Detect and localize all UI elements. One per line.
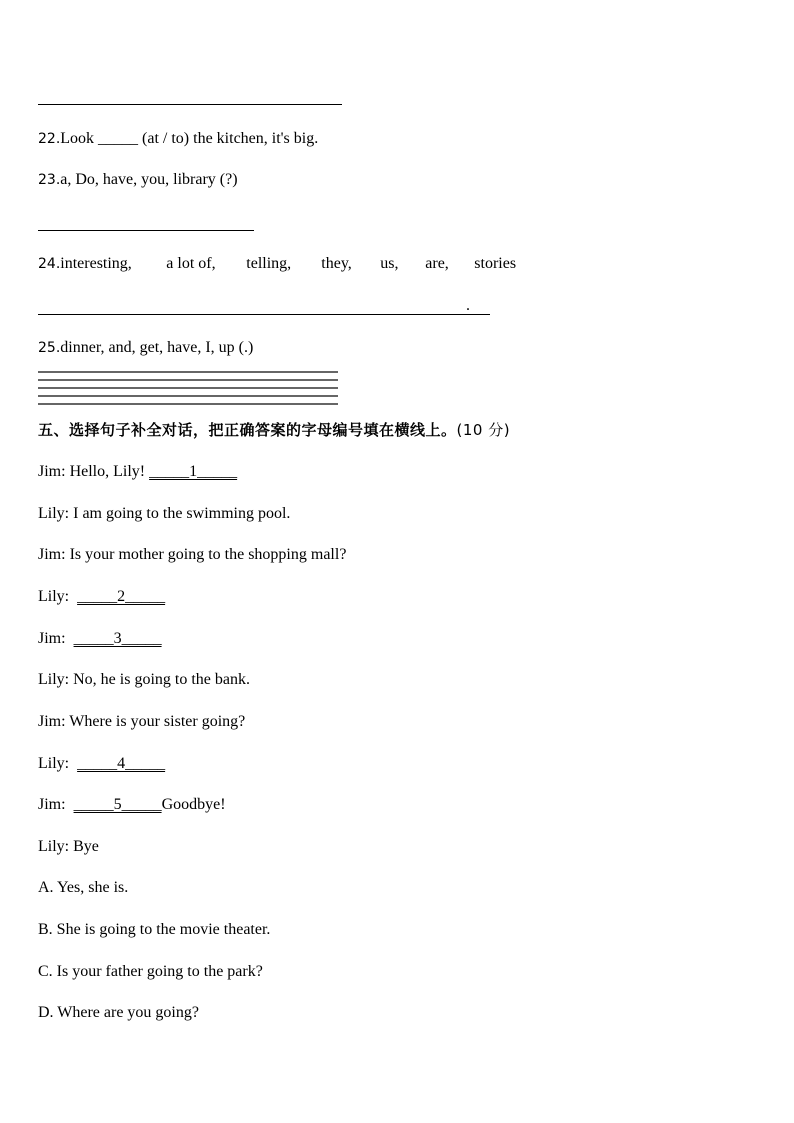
dialogue-line	[38, 545, 346, 565]
speaker: Jim:	[38, 463, 66, 480]
speaker: Lily:	[38, 838, 70, 855]
option-a: A. Yes, she is.	[38, 879, 129, 896]
dialogue-line	[38, 504, 290, 524]
dialogue-line	[38, 712, 245, 732]
question-text: Look _____ (at / to) the kitchen, it's big.	[60, 130, 319, 147]
line-text: Is your mother going to the shopping mall?	[69, 546, 347, 563]
section-title: 五、选择句子补全对话，把正确答案的字母编号填在横线上。	[38, 421, 457, 439]
line-text: I am going to the swimming pool.	[73, 505, 291, 522]
question-text: dinner, and, get, have, I, up (.)	[60, 339, 254, 356]
answer-line-24	[38, 314, 490, 315]
answer-blank: _____1_____	[149, 463, 238, 480]
answer-line-25d	[38, 395, 338, 397]
question-number: 23.	[38, 172, 61, 188]
option-b: B. She is going to the movie theater.	[38, 921, 271, 938]
section-heading	[38, 420, 510, 440]
word: a lot of,	[166, 255, 216, 272]
answer-blank: _____4_____	[77, 755, 166, 772]
answer-line-23	[38, 230, 254, 231]
question-25	[38, 338, 253, 358]
dialogue-line	[38, 629, 162, 649]
word: telling,	[246, 255, 292, 272]
answer-blank: _____3_____	[73, 630, 162, 647]
question-number: 22.	[38, 131, 61, 147]
speaker: Lily:	[38, 755, 70, 772]
word: are,	[425, 255, 449, 272]
word: stories	[474, 255, 517, 272]
dialogue-line	[38, 754, 165, 774]
line-text: Where is your sister going?	[69, 713, 246, 730]
answer-blank: _____2_____	[77, 588, 166, 605]
speaker: Lily:	[38, 671, 70, 688]
dialogue-line	[38, 795, 226, 815]
answer-blank: _____5_____	[73, 796, 162, 813]
speaker: Jim:	[38, 630, 66, 647]
answer-line-25a	[38, 371, 338, 373]
speaker: Jim:	[38, 546, 66, 563]
dialogue-line	[38, 837, 99, 857]
question-number: 24.	[38, 256, 61, 272]
option-c: C. Is your father going to the park?	[38, 963, 263, 980]
answer-line-25e	[38, 403, 338, 405]
question-text: a, Do, have, you, library (?)	[60, 171, 238, 188]
answer-line-21	[38, 104, 342, 105]
speaker: Lily:	[38, 505, 70, 522]
question-number: 25.	[38, 340, 61, 356]
dialogue-line	[38, 587, 165, 607]
line-text: Bye	[73, 838, 99, 855]
line-text: Goodbye!	[161, 796, 226, 813]
question-22	[38, 129, 318, 149]
line-text: No, he is going to the bank.	[73, 671, 250, 688]
section-points: (10 分)	[456, 421, 511, 439]
question-23	[38, 170, 238, 190]
answer-line-25b	[38, 379, 338, 381]
speaker: Lily:	[38, 588, 70, 605]
word: us,	[380, 255, 399, 272]
line-text: Hello, Lily!	[69, 463, 146, 480]
word: interesting,	[60, 255, 132, 272]
word: they,	[321, 255, 352, 272]
dialogue-line	[38, 670, 250, 690]
option-d: D. Where are you going?	[38, 1004, 199, 1021]
dialogue-line	[38, 462, 237, 482]
end-mark: .	[466, 297, 470, 314]
question-24	[38, 254, 516, 274]
speaker: Jim:	[38, 796, 66, 813]
speaker: Jim:	[38, 713, 66, 730]
answer-line-25c	[38, 387, 338, 389]
